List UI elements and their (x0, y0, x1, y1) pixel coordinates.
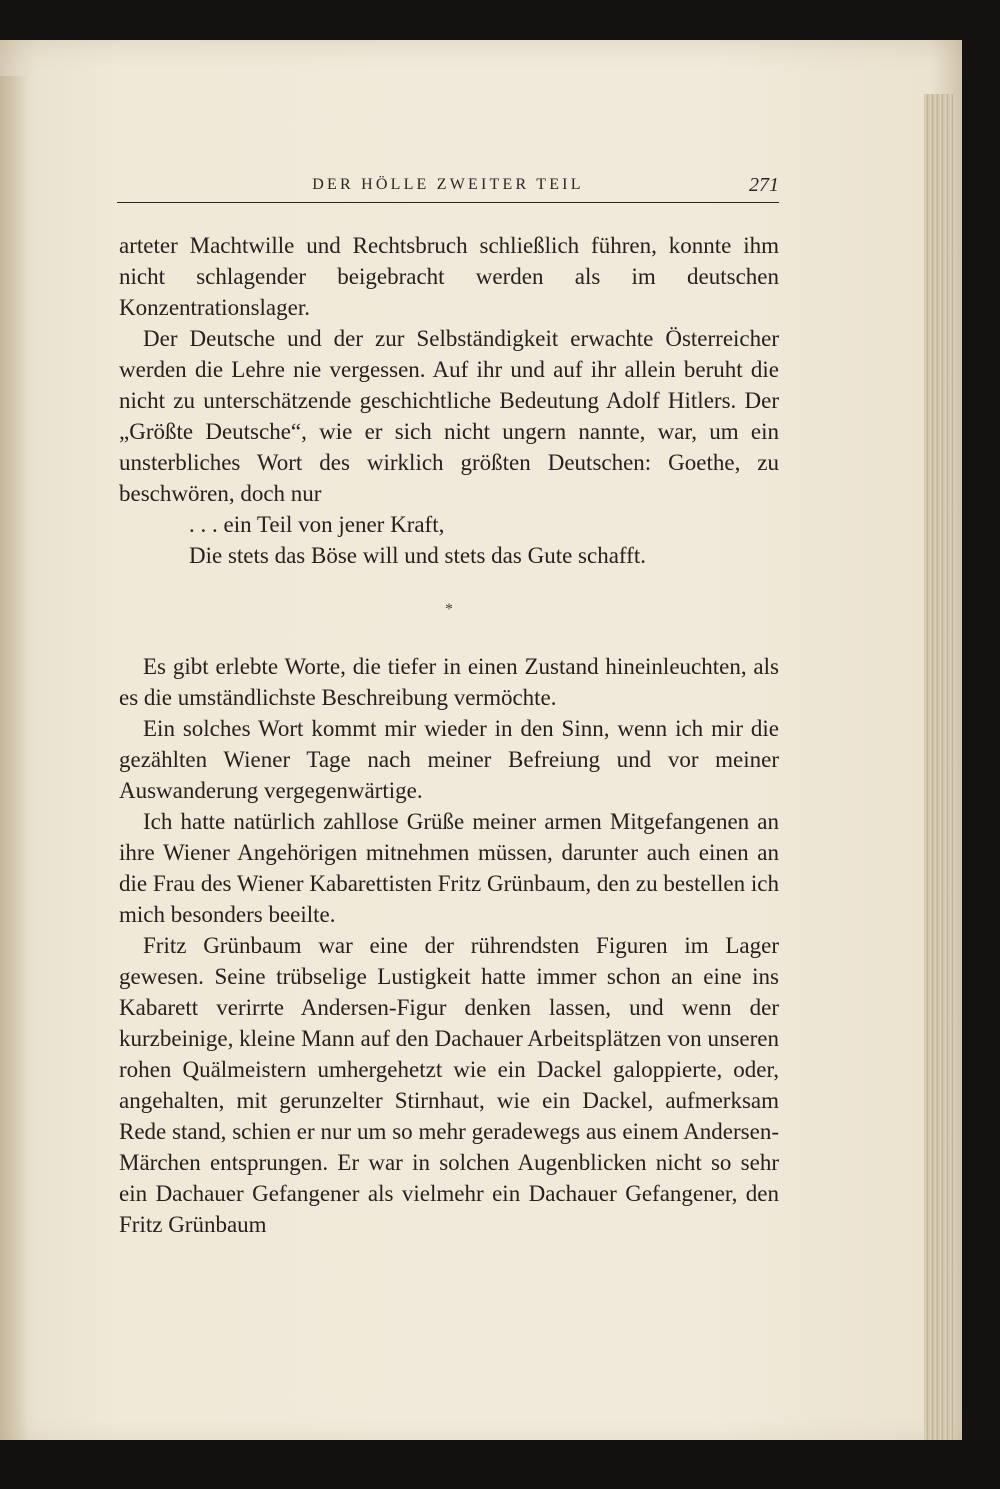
section-break-asterisk: * (445, 601, 453, 618)
scan-bottom-edge (0, 1440, 1000, 1489)
page-number: 271 (749, 174, 779, 196)
paragraph: Ich hatte natürlich zahllose Grüße meiner armen Mitgefangenen an ihre Wiener Angehörigen mitnehmen müssen, darunter auch einen an die Frau des Wiener Kabarettisten Fritz Grünbaum, den zu bestellen ich mich besonders beeilte. (119, 809, 779, 927)
verse-quote (119, 509, 779, 571)
paragraph: Es gibt erlebte Worte, die tiefer in einen Zustand hineinleuchten, als es die umständlichste Beschreibung vermöchte. (119, 654, 779, 710)
running-title: DER HÖLLE ZWEITER TEIL (312, 176, 584, 193)
verse-line: . . . ein Teil von jener Kraft, (189, 512, 445, 537)
body-text (119, 230, 779, 1240)
paragraph: arteter Machtwille und Rechtsbruch schließlich führen, konnte ihm nicht schlagender beigebracht werden als im deutschen Konzentrationslager. (119, 233, 779, 320)
page-binding-shadow (0, 76, 28, 1489)
paragraph: Fritz Grünbaum war eine der rührendsten Figuren im Lager gewesen. Seine trübselige Lustigkeit hatte immer schon an eine ins Kabarett verirrte Andersen-Figur denken lassen, und wenn der kurzbeinige, kleine Mann auf den Dachauer Arbeitsplätzen von unseren rohen Quälmeistern umhergehetzt wie ein Dackel galoppierte, oder, angehalten, mit gerunzelter Stirnhaut, wie ein Dackel, aufmerksam Rede stand, schien er nur um so mehr geradewegs aus einem Andersen-Märchen entsprungen. Er war in solchen Augenblicken nicht so sehr ein Dachauer Gefangener als vielmehr ein Dachauer Gefangener, den Fritz Grünbaum (119, 933, 779, 1237)
paragraph: Der Deutsche und der zur Selbständigkeit erwachte Österreicher werden die Lehre nie vergessen. Auf ihr und auf ihr allein beruht die nicht zu unterschätzende geschichtliche Bedeutung Adolf Hitlers. Der „Größte Deutsche“, wie er sich nicht ungern nannte, war, um ein unsterbliches Wort des wirklich größten Deutschen: Goethe, zu beschwören, doch nur (119, 326, 779, 506)
page-edges (924, 94, 954, 1474)
paragraph: Ein solches Wort kommt mir wieder in den Sinn, wenn ich mir die gezählten Wiener Tage nach meiner Befreiung und vor meiner Auswanderung vergegenwärtige. (119, 716, 779, 803)
page-header (117, 174, 779, 203)
verse-line: Die stets das Böse will und stets das Gute schafft. (189, 543, 646, 568)
